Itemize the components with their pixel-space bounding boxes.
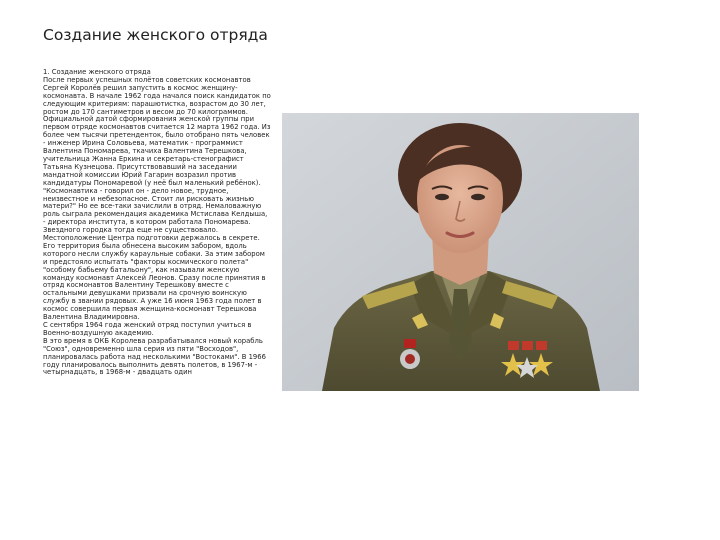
paragraph-selection: После первых успешных полётов советских космонавтов Сергей Королёв решил запустить в космос женщину-космонавта. В начале 1962 года начался поиск кандидаток по следующим критериям: парашютистка, возрастом до 30 лет, ростом до 170 сантиметров и весом до 70 килограммов. Официальной датой сформирования женской группы при первом отряде космонавтов считается 12 марта 1962 года. Из более чем тысячи претенденток, было отобрано пять человек - инженер Ирина Соловьева, математик - программист Валентина Пономарева, ткачиха Валентина Терешкова, учительница Жанна Еркина и секретарь-стенографист Татьяна Кузнецова. Присутствовавший на заседании мандатной комиссии Юрий Гагарин возразил против кандидатуры Пономаревой (у неё был маленький ребёнок). "Космонавтика - говорил он - дело новое, трудное, неизвестное и небезопасное. Стоит ли рисковать жизнью матери?" Но ее все-таки зачислили в отряд. Немаловажную роль сыграла рекомендация академика Мстислава Келдыша, - директора института, в котором работала Пономарева. <box>43 75 271 227</box>
paragraph-academy: С сентября 1964 года женский отряд поступил учиться в Военно-воздушную академию. <box>43 321 252 337</box>
paragraph-heading: 1. Создание женского отряда <box>43 69 151 76</box>
paragraph-soyuz: В это время в ОКБ Королева разрабатывался новый корабль "Союз", одновременно шла серия из пяти "Восходов", планировалась работа над несколькими "Востоками". В 1966 году планировалось выполнить девять полетов, в 1967-м - четырнадцать, в 1968-м - двадцать один <box>43 336 266 377</box>
portrait-photo <box>282 113 639 391</box>
slide-title: Создание женского отряда <box>43 26 268 44</box>
slide-body-text <box>43 69 271 461</box>
portrait-photo-icon <box>282 113 639 391</box>
paragraph-training-center: Звездного городка тогда еще не существовало. Местоположение Центра подготовки держалось в секрете. Его территория была обнесена высоким забором, вдоль которого несли службу караульные собаки. За этим забором и предстояло испытать "факторы космического полета" "особому бабьему батальону", как называли женскую команду космонавт Алексей Леонов. Сразу после принятия в отряд космонавтов Валентину Терешкову вместе с остальными девушками призвали на срочную воинскую службу в звании рядовых. А уже 16 июня 1963 года полет в космос совершила первая женщина-космонавт Терешкова Валентина Владимировна. <box>43 226 266 322</box>
